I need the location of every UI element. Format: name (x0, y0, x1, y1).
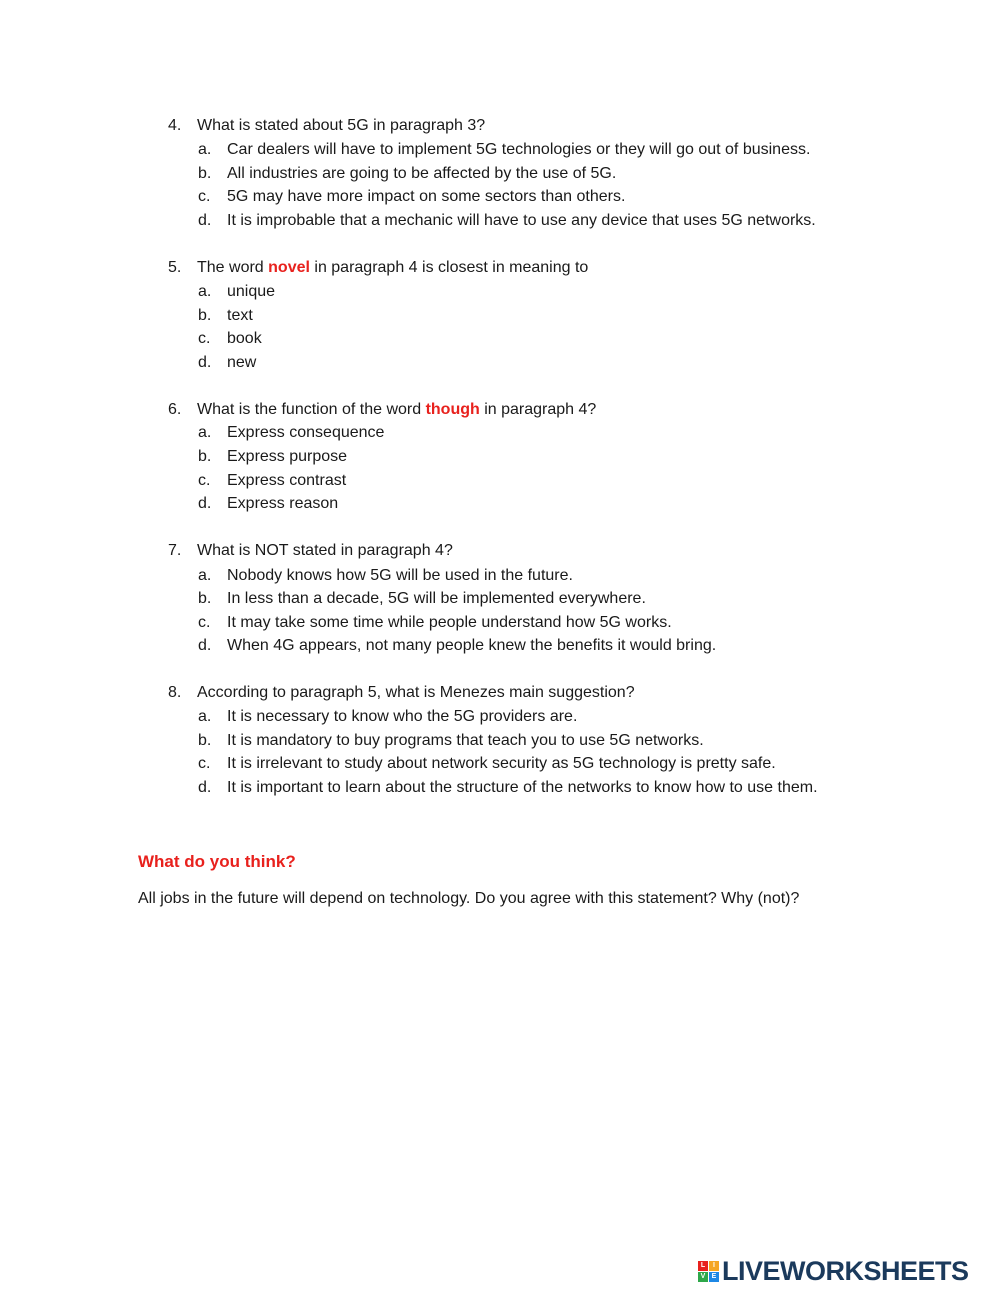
option-text: 5G may have more impact on some sectors than others. (227, 188, 626, 205)
question-number: 8. (168, 684, 182, 701)
option-text: book (227, 330, 262, 347)
option-text: Car dealers will have to implement 5G technologies or they will go out of business. (227, 141, 811, 158)
option-letter: a. (198, 141, 212, 158)
logo-text: LIVEWORKSHEETS (722, 1255, 969, 1286)
discussion-heading: What do you think? (138, 852, 296, 871)
question-number: 4. (168, 117, 182, 134)
logo-block: L (698, 1261, 708, 1271)
option-letter: c. (198, 330, 211, 347)
option-7d[interactable] (198, 636, 716, 656)
option-text: It is mandatory to buy programs that teach you to use 5G networks. (227, 732, 704, 749)
option-text: When 4G appears, not many people knew the benefits it would bring. (227, 637, 717, 654)
option-6a[interactable] (198, 423, 384, 443)
option-text: text (227, 307, 253, 324)
option-text: It is necessary to know who the 5G providers are. (227, 708, 578, 725)
option-text: It may take some time while people understand how 5G works. (227, 614, 672, 631)
option-6b[interactable] (198, 447, 347, 467)
option-letter: b. (198, 732, 212, 749)
option-text: Nobody knows how 5G will be used in the future. (227, 567, 573, 584)
option-text: Express reason (227, 495, 339, 512)
liveworksheets-logo (698, 1255, 969, 1287)
option-letter: a. (198, 424, 212, 441)
question-text: According to paragraph 5, what is Menezes main suggestion? (197, 684, 635, 701)
option-letter: b. (198, 307, 212, 324)
question-text: What is stated about 5G in paragraph 3? (197, 117, 486, 134)
option-8c[interactable] (198, 754, 776, 774)
option-letter: d. (198, 637, 212, 654)
option-5b[interactable] (198, 306, 253, 326)
option-letter: d. (198, 779, 212, 796)
option-letter: b. (198, 165, 212, 182)
option-6d[interactable] (198, 494, 338, 514)
highlighted-word: novel (268, 259, 310, 276)
option-8b[interactable] (198, 731, 704, 751)
discussion-prompt: All jobs in the future will depend on technology. Do you agree with this statement? Why (not)? (138, 890, 800, 907)
option-7a[interactable] (198, 566, 573, 586)
question-4 (168, 116, 485, 136)
question-8 (168, 683, 635, 703)
logo-blocks-icon (698, 1261, 719, 1282)
option-text: Express purpose (227, 448, 348, 465)
option-letter: a. (198, 283, 212, 300)
option-7b[interactable] (198, 589, 646, 609)
option-4c[interactable] (198, 187, 625, 207)
option-text: All industries are going to be affected by the use of 5G. (227, 165, 617, 182)
logo-block: V (698, 1272, 708, 1282)
logo-block: E (709, 1272, 719, 1282)
option-4b[interactable] (198, 164, 616, 184)
option-5d[interactable] (198, 353, 256, 373)
option-text: It is improbable that a mechanic will have to use any device that uses 5G networks. (227, 212, 816, 229)
option-letter: c. (198, 472, 211, 489)
option-letter: d. (198, 495, 212, 512)
question-text-before: What is the function of the word (197, 401, 426, 418)
question-6 (168, 400, 596, 420)
question-7 (168, 541, 453, 561)
option-letter: c. (198, 755, 211, 772)
option-letter: b. (198, 448, 212, 465)
option-4d[interactable] (198, 211, 816, 231)
option-text: new (227, 354, 257, 371)
option-5a[interactable] (198, 282, 275, 302)
option-6c[interactable] (198, 471, 346, 491)
option-letter: d. (198, 354, 212, 371)
option-letter: c. (198, 188, 211, 205)
option-5c[interactable] (198, 329, 262, 349)
question-number: 7. (168, 542, 182, 559)
option-letter: b. (198, 590, 212, 607)
logo-block: I (709, 1261, 719, 1271)
question-text-after: in paragraph 4? (479, 401, 597, 418)
option-text: It is irrelevant to study about network security as 5G technology is pretty safe. (227, 755, 776, 772)
question-number: 5. (168, 259, 182, 276)
question-5 (168, 258, 588, 278)
option-letter: d. (198, 212, 212, 229)
option-8a[interactable] (198, 707, 577, 727)
question-text-before: The word (197, 259, 269, 276)
highlighted-word: though (425, 401, 480, 418)
option-text: It is important to learn about the structure of the networks to know how to use them. (227, 779, 818, 796)
option-letter: c. (198, 614, 211, 631)
option-7c[interactable] (198, 613, 672, 633)
question-text-after: in paragraph 4 is closest in meaning to (309, 259, 589, 276)
option-text: In less than a decade, 5G will be implemented everywhere. (227, 590, 646, 607)
option-4a[interactable] (198, 140, 810, 160)
option-8d[interactable] (198, 778, 818, 798)
question-number: 6. (168, 401, 182, 418)
option-letter: a. (198, 567, 212, 584)
question-text: What is NOT stated in paragraph 4? (197, 542, 453, 559)
option-letter: a. (198, 708, 212, 725)
option-text: unique (227, 283, 276, 300)
option-text: Express contrast (227, 472, 347, 489)
option-text: Express consequence (227, 424, 385, 441)
